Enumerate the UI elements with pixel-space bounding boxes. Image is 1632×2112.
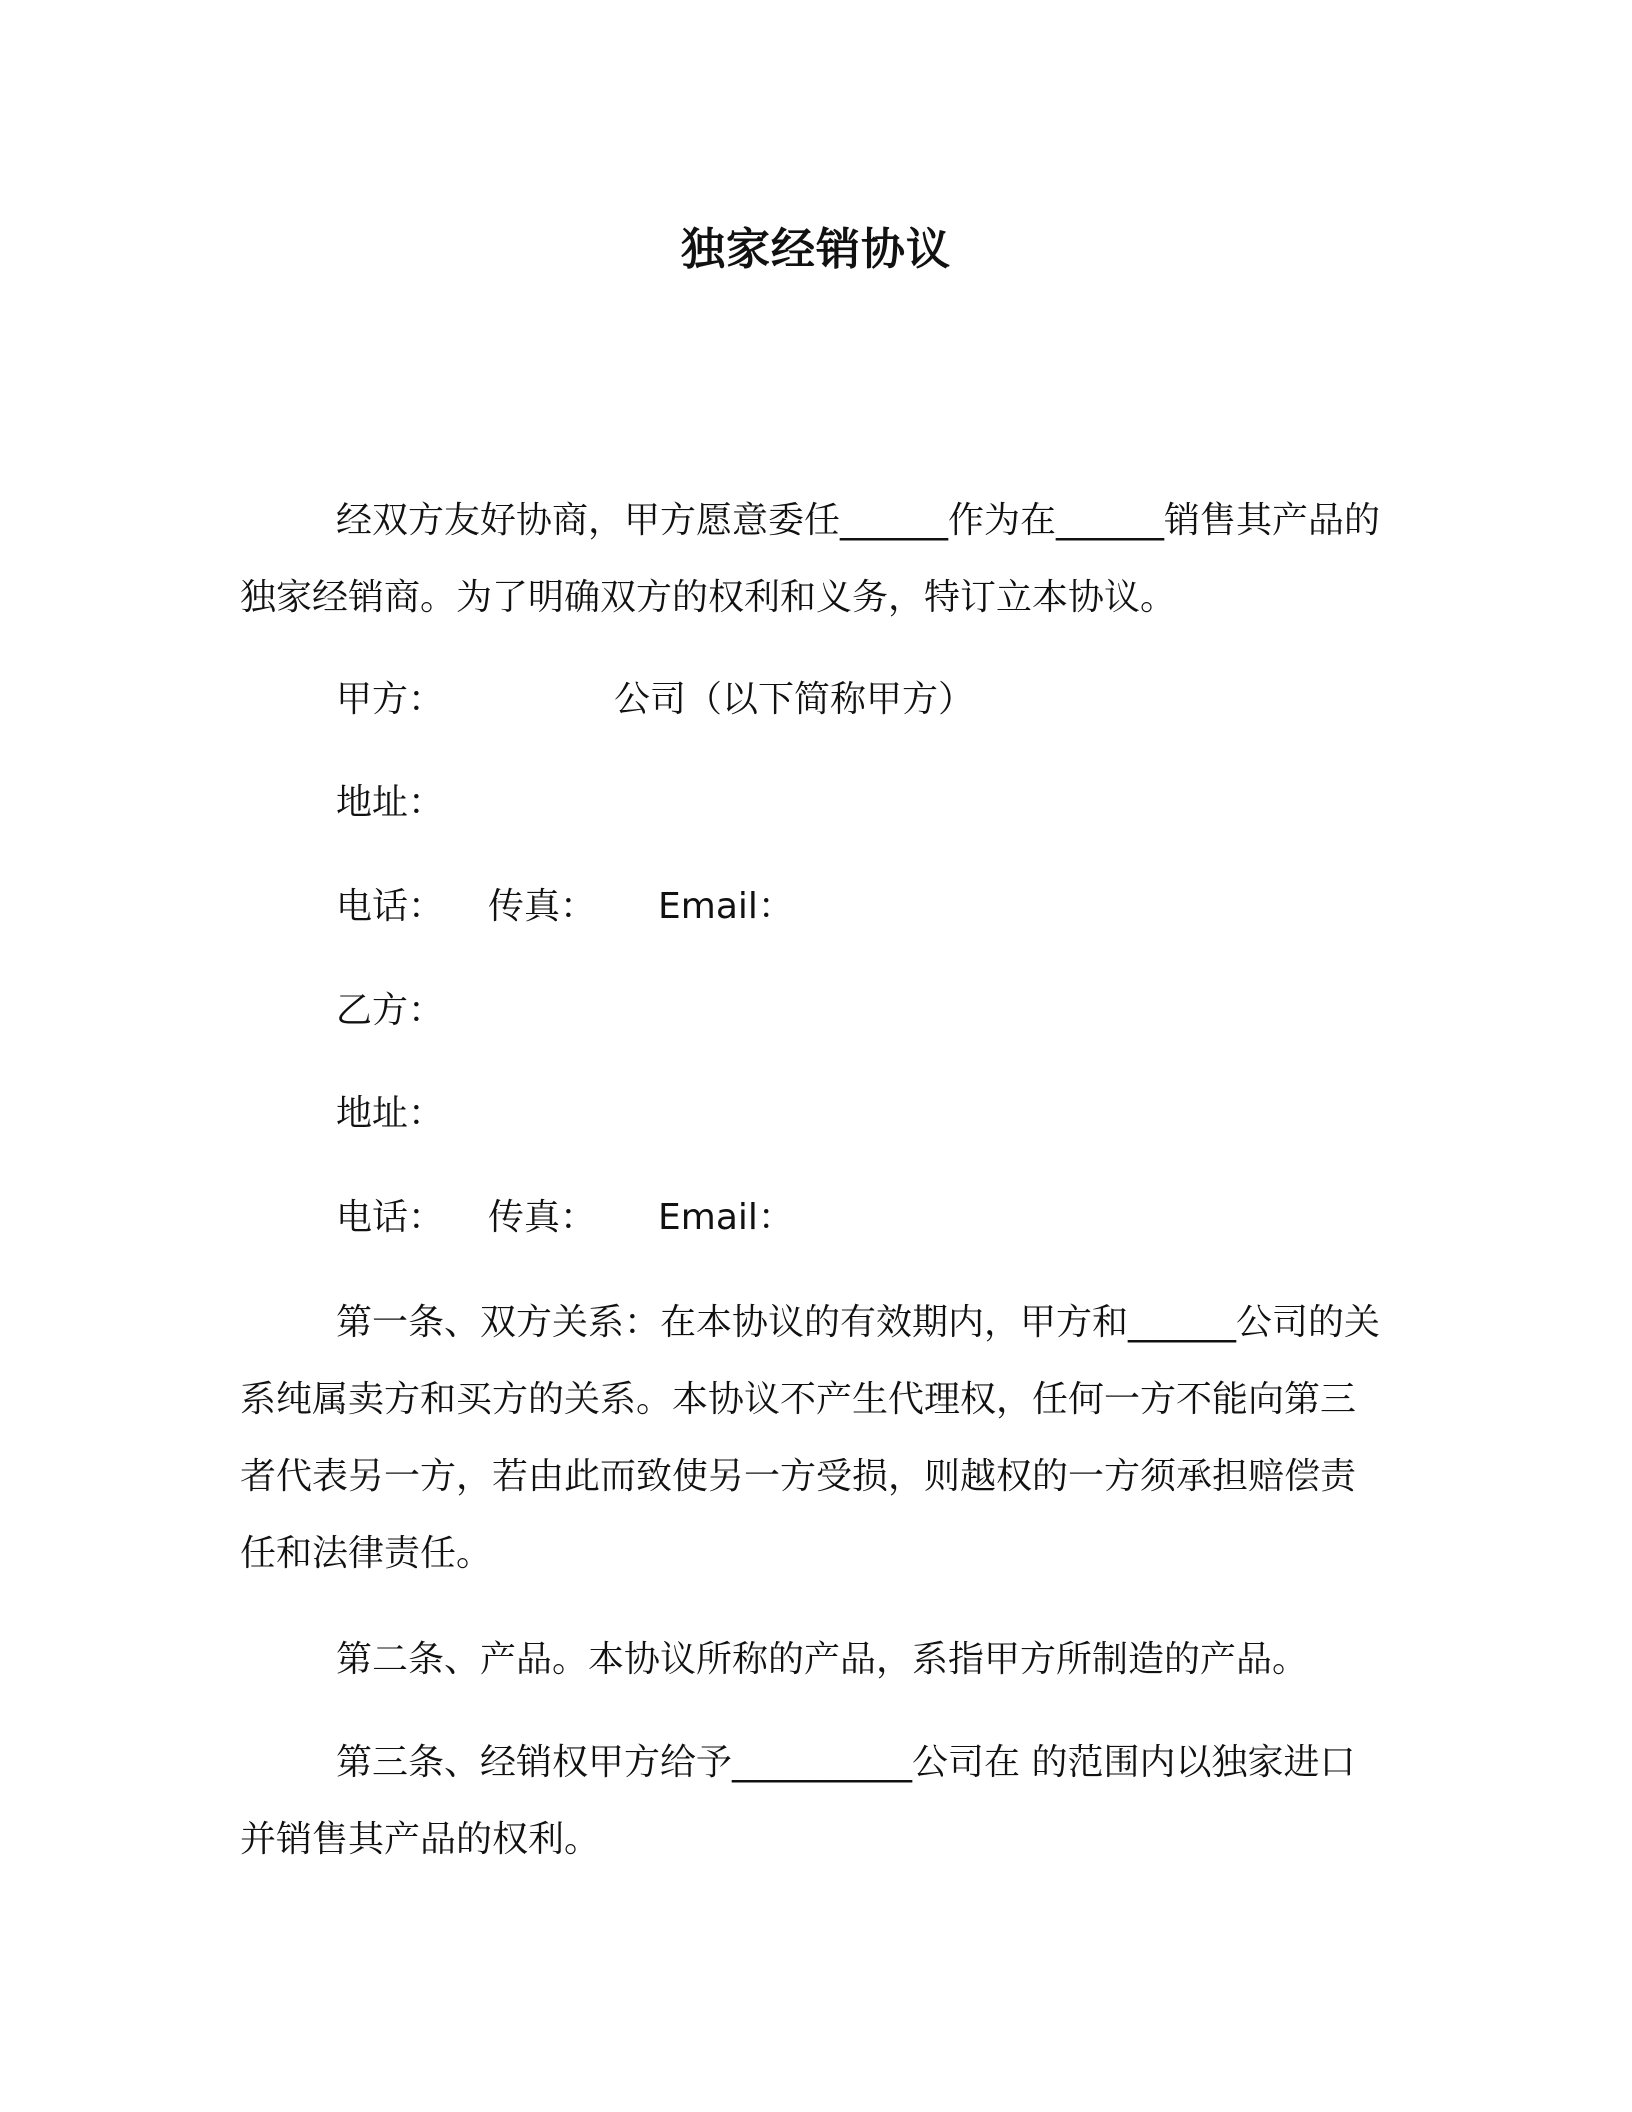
intro-paragraph: 经双方友好协商，甲方愿意委任______作为在______销售其产品的独家经销商。为了明确双方的权利和义务，特订立本协议。 [240,500,1381,618]
party-b-address-label: 地址： [336,1093,445,1134]
clause-1: 第一条、双方关系：在本协议的有效期内，甲方和______公司的关系纯属卖方和买方的关系。本协议不产生代理权，任何一方不能向第三者代表另一方，若由此而致使另一方受损，则越权的一方须承担赔偿责任和法律责任。 [240,1302,1381,1574]
party-a-company: 公司（以下简称甲方） [614,679,975,720]
party-a-email-label: Email： [658,886,794,927]
party-b-email-label: Email： [658,1197,794,1238]
party-a-fax-label: 传真： [488,886,597,927]
clause-3: 第三条、经销权甲方给予__________公司在 的范围内以独家进口并销售其产品的权利。 [240,1742,1356,1860]
clause-2: 第二条、产品。本协议所称的产品，系指甲方所制造的产品。 [336,1639,1309,1680]
party-b-fax-label: 传真： [488,1197,597,1238]
party-a-phone-label: 电话： [336,886,445,927]
party-b-phone-label: 电话： [336,1197,445,1238]
party-b-label: 乙方： [336,990,445,1031]
document-title: 独家经销协议 [681,224,951,275]
party-a-address-label: 地址： [336,782,445,823]
party-a-label: 甲方： [336,679,445,720]
